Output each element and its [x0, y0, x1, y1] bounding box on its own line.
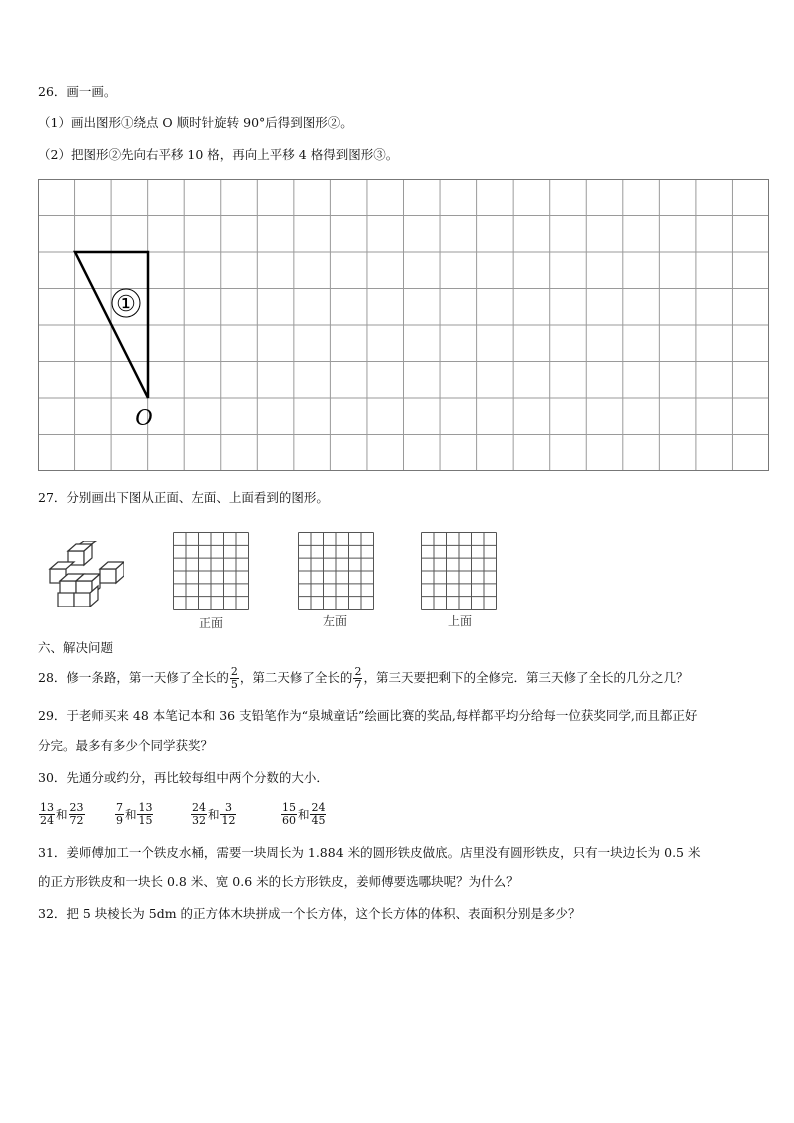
rotation-grid [38, 179, 769, 471]
q28-f1-numerator: 2 [230, 665, 238, 678]
front-view-grid [173, 532, 249, 610]
q30-p4-b-num: 24 [311, 801, 326, 814]
q32-text: 32．把 5 块棱长为 5dm 的正方体木块拼成一个长方体，这个长方体的体积、表面积分别是多少？ [38, 906, 581, 921]
q26-sub2: （2）把图形②先向右平移 10 格，再向上平移 4 格得到图形③。 [38, 147, 399, 162]
q26-title: 26．画一画。 [38, 84, 117, 99]
q30-p1-a-num: 13 [40, 801, 54, 814]
q30-pairs [38, 797, 327, 832]
q30-p1-b-den: 72 [69, 814, 84, 827]
q28 [38, 663, 688, 693]
top-view-grid [421, 532, 497, 610]
q30-pair-1 [38, 797, 110, 832]
q30-pair-4 [280, 797, 328, 832]
section-6-title: 六、解决问题 [38, 640, 114, 655]
q29-line-2: 分完。最多有多少个同学获奖？ [38, 738, 214, 753]
q31-line-2: 的正方形铁皮和一块长 0.8 米、宽 0.6 米的长方形铁皮，姜师傅要选哪块呢？为什么？ [38, 874, 519, 889]
q28-text-c: ，第三天要把剩下的全修完．第三天修了全长的几分之几？ [363, 670, 689, 685]
q28-text-b: ，第二天修了全长的 [239, 670, 353, 685]
q28-f2-denominator: 7 [354, 678, 362, 691]
point-o-label: O [135, 405, 153, 431]
left-view-grid [298, 532, 374, 610]
q30-title: 30．先通分或约分，再比较每组中两个分数的大小． [38, 770, 329, 785]
q30-p4-a-num: 15 [281, 801, 296, 814]
front-view-label: 正面 [199, 616, 224, 630]
q30-p3-a-num: 24 [191, 801, 206, 814]
q27-title: 27．分别画出下图从正面、左面、上面看到的图形。 [38, 490, 329, 505]
q28-f2-numerator: 2 [354, 665, 362, 678]
q30-p1-a-den: 24 [40, 814, 54, 827]
q30-p2-a-num: 7 [115, 801, 123, 814]
q30-p2-a-den: 9 [115, 814, 123, 827]
top-view-label: 上面 [448, 614, 473, 628]
left-view-label: 左面 [323, 614, 348, 628]
q30-p3-joiner: 和 [207, 807, 220, 822]
cube-stack-figure [44, 541, 124, 607]
q30-p1-b-num: 23 [69, 801, 84, 814]
q28-fraction-2 [353, 666, 362, 691]
q28-fraction-1 [230, 666, 239, 691]
q30-p2-b-den: 15 [138, 814, 153, 827]
q30-p2-joiner: 和 [124, 807, 137, 822]
q30-p4-a-den: 60 [281, 814, 296, 827]
q30-pair-3 [190, 797, 276, 832]
q30-p3-b-num: 3 [220, 802, 236, 815]
q30-p4-joiner: 和 [297, 807, 310, 822]
q29-line-1: 29．于老师买来 48 本笔记本和 36 支铅笔作为“泉城童话”绘画比赛的奖品,每样都平均分给每一位获奖同学,而且都正好 [38, 708, 698, 723]
q30-pair-2 [114, 797, 186, 832]
shape-1-label: ① [116, 292, 136, 317]
q30-p3-b-den: 12 [221, 814, 236, 827]
q28-f1-denominator: 5 [230, 678, 238, 691]
q30-p3-a-den: 32 [191, 814, 206, 827]
q30-p4-b-den: 45 [311, 814, 326, 827]
q26-sub1: （1）画出图形①绕点 O 顺时针旋转 90°后得到图形②。 [38, 115, 353, 130]
q30-p1-joiner: 和 [56, 807, 68, 822]
q28-text-a: 28．修一条路，第一天修了全长的 [38, 670, 229, 685]
q30-p2-b-num: 13 [138, 801, 153, 814]
q31-line-1: 31．姜师傅加工一个铁皮水桶，需要一块周长为 1.884 米的圆形铁皮做底。店里没有圆形铁皮，只有一块边长为 0.5 米 [38, 845, 701, 860]
